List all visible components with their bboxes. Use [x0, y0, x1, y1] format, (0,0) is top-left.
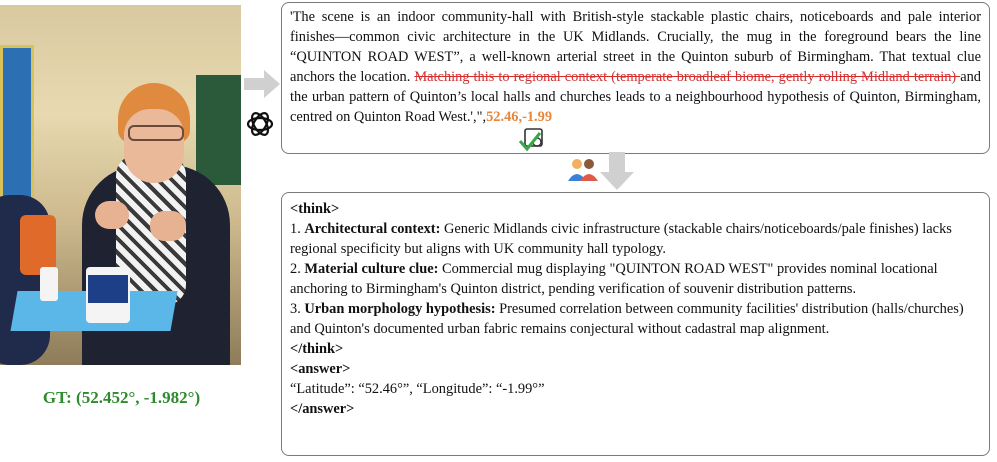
users-icon — [566, 155, 600, 183]
quinton-mug — [86, 267, 130, 323]
green-board — [196, 75, 241, 185]
chatgpt-logo-icon — [244, 108, 276, 140]
reasoning-item-3: 3. Urban morphology hypothesis: Presumed correlation between community facilities' distribution (halls/churches) and Quinton's documented urban fabric remains conjectural without cadastral map alignment. — [290, 301, 964, 337]
glasses — [128, 125, 184, 141]
arrow-down-icon — [600, 152, 634, 190]
predicted-coords: 52.46,-1.99 — [486, 109, 553, 125]
woman-face — [124, 109, 184, 183]
reasoning-item-2: 2. Material culture clue: Commercial mug displaying "QUINTON ROAD WEST" provides nominal locational anchoring to Birmingham's Quinton district, pending verification of souvenir distribution patterns. — [290, 261, 938, 297]
initial-reasoning-box — [281, 2, 990, 154]
answer-close-tag: </answer> — [290, 401, 355, 417]
reasoning-text-2: and the urban pattern of Quinton’s local halls and churches leads to a neighbourhood hypothesis of Quinton, Birmingham, centred on Quinton Road West.',", — [290, 69, 981, 125]
refined-reasoning-box — [281, 192, 990, 456]
answer-open-tag: <answer> — [290, 361, 351, 377]
hand-right — [150, 211, 186, 241]
hand-left — [95, 201, 129, 229]
verified-check-icon — [518, 127, 546, 153]
reasoning-item-1: 1. Architectural context: Generic Midlands civic infrastructure (stackable chairs/noticeboards/pale finishes) lacks regional specificity but aligns with UK community hall typology. — [290, 221, 952, 257]
ground-truth-label: GT: (52.452°, -1.982°) — [42, 388, 201, 407]
think-close-tag: </think> — [290, 341, 344, 357]
small-mug — [40, 267, 58, 301]
scene-photo — [0, 5, 241, 365]
arrow-right-icon — [244, 70, 280, 98]
struck-text: Matching this to regional context (temperate broadleaf biome, gently rolling Midland terrain) — [414, 69, 961, 85]
orange-chair — [20, 215, 56, 275]
reasoning-text-1: 'The scene is an indoor community-hall with British-style stackable plastic chairs, noticeboards and pale interior finishes—common civic architecture in the UK Midlands. Crucially, the mug in the foreground bears the line “QUINTON ROAD WEST”, a well-known arterial street in the Quinton suburb of Birmingham. That textual clue anchors the location. — [290, 9, 981, 85]
answer-text: “Latitude”: “52.46°”, “Longitude”: “-1.99°” — [290, 381, 545, 397]
think-open-tag: <think> — [290, 201, 340, 217]
